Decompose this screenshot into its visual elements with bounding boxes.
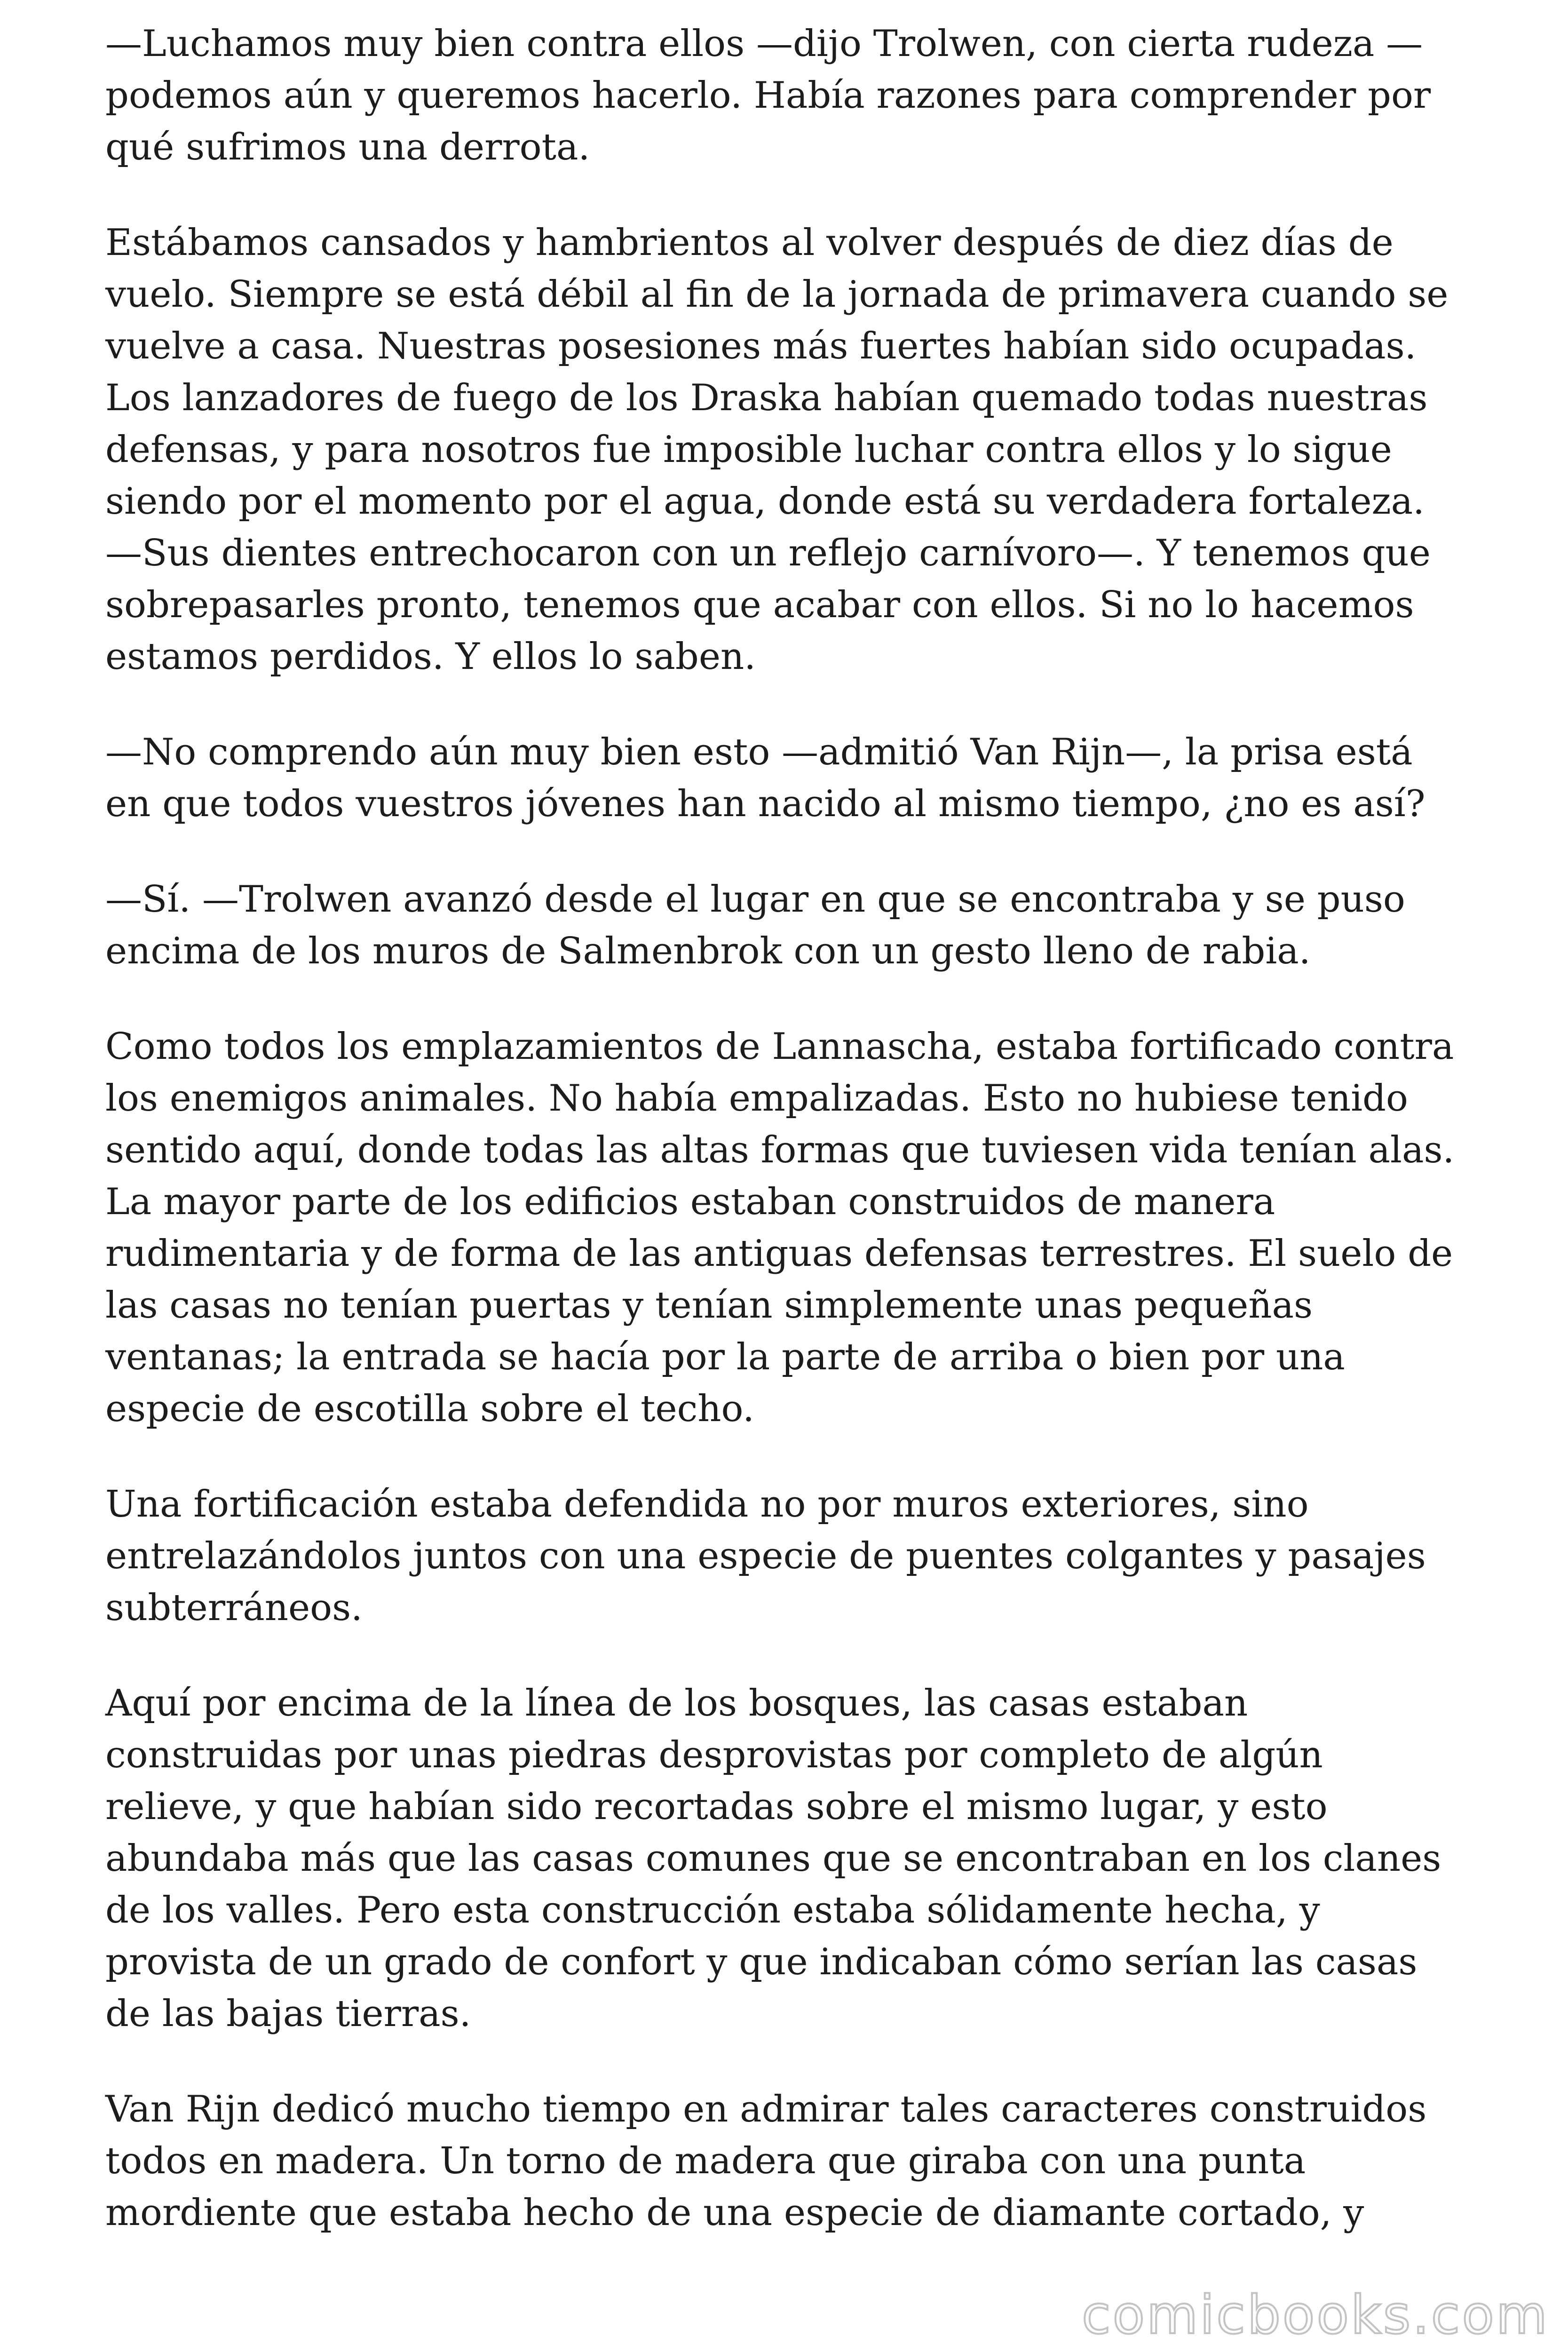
watermark: comicbooks.com (1081, 2285, 1549, 2346)
paragraph-5: Como todos los emplazamientos de Lannascha, estaba fortificado contra los enemigos animales. No había empalizadas. Esto no hubiese tenido sentido aquí, donde todas las altas formas que tuviesen vida tenían alas. La mayor parte de los edificios estaban construidos de manera rudimentaria y de forma de las antiguas defensas terrestres. El suelo de las casas no tenían puertas y tenían simplemente unas pequeñas ventanas; la entrada se hacía por la parte de arriba o bien por una especie de escotilla sobre el techo. (105, 1025, 1455, 1430)
paragraph-8: Van Rijn dedicó mucho tiempo en admirar tales caracteres construidos todos en madera. Un torno de madera que giraba con una punta mordiente que estaba hecho de una especie de diamante cortado, y (105, 2088, 1427, 2234)
body-text (105, 18, 1469, 2239)
paragraph-4: —Sí. —Trolwen avanzó desde el lugar en que se encontraba y se puso encima de los muros de Salmenbrok con un gesto lleno de rabia. (105, 878, 1405, 972)
paragraph-6: Una fortificación estaba defendida no por muros exteriores, sino entrelazándolos juntos con una especie de puentes colgantes y pasajes subterráneos. (105, 1483, 1426, 1629)
paragraph-3: —No comprendo aún muy bien esto —admitió Van Rijn—, la prisa está en que todos vuestros jóvenes han nacido al mismo tiempo, ¿no es así? (105, 731, 1425, 825)
paragraph-7: Aquí por encima de la línea de los bosques, las casas estaban construidas por unas piedras desprovistas por completo de algún relieve, y que habían sido recortadas sobre el mismo lugar, y esto abundaba más que las casas comunes que se encontraban en los clanes de los valles. Pero esta construcción estaba sólidamente hecha, y provista de un grado de confort y que indicaban cómo serían las casas de las bajas tierras. (105, 1682, 1441, 2035)
paragraph-2: Estábamos cansados y hambrientos al volver después de diez días de vuelo. Siempre se está débil al fin de la jornada de primavera cuando se vuelve a casa. Nuestras posesiones más fuertes habían sido ocupadas. Los lanzadores de fuego de los Draska habían quemado todas nuestras defensas, y para nosotros fue imposible luchar contra ellos y lo sigue siendo por el momento por el agua, donde está su verdadera fortaleza. —Sus dientes entrechocaron con un reflejo carnívoro—. Y tenemos que sobrepasarles pronto, tenemos que acabar con ellos. Si no lo hacemos estamos perdidos. Y ellos lo saben. (105, 222, 1449, 678)
paragraph-1: —Luchamos muy bien contra ellos —dijo Trolwen, con cierta rudeza — podemos aún y queremos hacerlo. Había razones para comprender por qué sufrimos una derrota. (105, 23, 1431, 168)
